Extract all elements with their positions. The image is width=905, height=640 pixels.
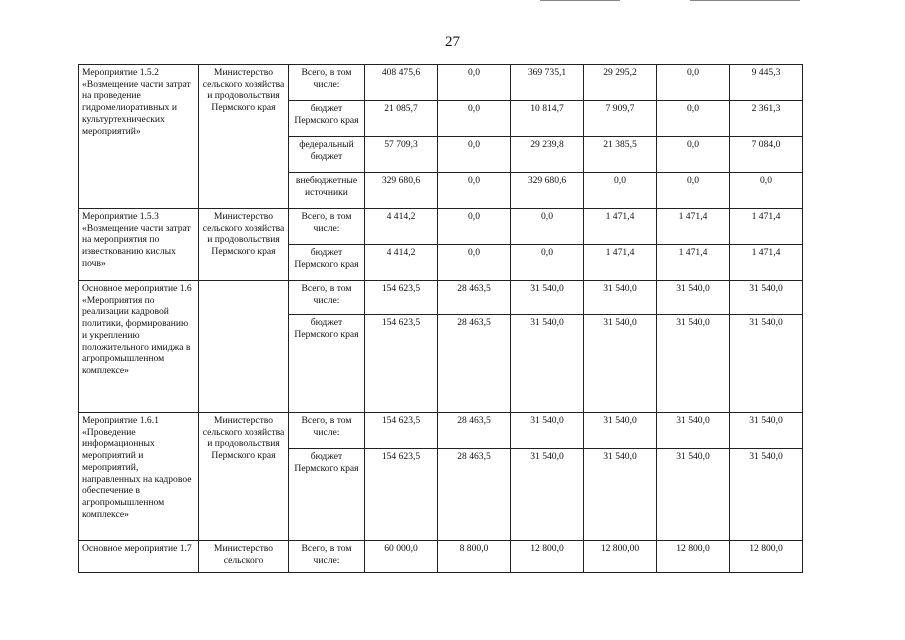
value-cell: 1 471,4 — [730, 209, 803, 245]
page-top-rule-left — [540, 0, 620, 1]
value-cell: 31 540,0 — [584, 281, 657, 315]
funding-source-cell: бюджет Пермского края — [289, 245, 365, 281]
value-cell: 31 540,0 — [657, 413, 730, 449]
value-cell: 408 475,6 — [365, 65, 438, 101]
value-cell: 28 463,5 — [438, 315, 511, 413]
value-cell: 21 085,7 — [365, 101, 438, 137]
value-cell: 31 540,0 — [730, 315, 803, 413]
value-cell: 10 814,7 — [511, 101, 584, 137]
value-cell: 29 295,2 — [584, 65, 657, 101]
measure-name-cell: Мероприятие 1.6.1 «Проведение информационных мероприятий и мероприятий, направленных на кадровое обеспечение в агропромышленном комплексе» — [79, 413, 199, 541]
value-cell: 31 540,0 — [511, 315, 584, 413]
value-cell: 28 463,5 — [438, 413, 511, 449]
value-cell: 0,0 — [511, 245, 584, 281]
value-cell: 154 623,5 — [365, 413, 438, 449]
value-cell: 12 800,0 — [730, 541, 803, 573]
value-cell: 31 540,0 — [657, 449, 730, 541]
page-top-rule-right — [690, 0, 800, 1]
value-cell: 31 540,0 — [657, 281, 730, 315]
value-cell: 31 540,0 — [584, 413, 657, 449]
value-cell: 0,0 — [438, 245, 511, 281]
measure-name-cell: Основное мероприятие 1.7 — [79, 541, 199, 573]
funding-source-cell: Всего, в том числе: — [289, 209, 365, 245]
value-cell: 1 471,4 — [657, 209, 730, 245]
funding-source-cell: бюджет Пермского края — [289, 449, 365, 541]
value-cell: 1 471,4 — [730, 245, 803, 281]
executor-cell: Министерство сельского хозяйства и продовольствия Пермского края — [199, 65, 289, 209]
value-cell: 0,0 — [511, 209, 584, 245]
table-row — [79, 209, 803, 245]
executor-cell: Министерство сельского хозяйства и продовольствия Пермского края — [199, 209, 289, 281]
value-cell: 57 709,3 — [365, 137, 438, 173]
funding-source-cell: Всего, в том числе: — [289, 541, 365, 573]
value-cell: 31 540,0 — [511, 449, 584, 541]
funding-source-cell: Всего, в том числе: — [289, 413, 365, 449]
budget-table-body — [79, 65, 803, 573]
value-cell: 154 623,5 — [365, 315, 438, 413]
value-cell: 28 463,5 — [438, 449, 511, 541]
value-cell: 329 680,6 — [365, 173, 438, 209]
value-cell: 12 800,00 — [584, 541, 657, 573]
funding-source-cell: внебюджетные источники — [289, 173, 365, 209]
value-cell: 0,0 — [438, 65, 511, 101]
value-cell: 31 540,0 — [511, 281, 584, 315]
value-cell: 31 540,0 — [584, 449, 657, 541]
value-cell: 4 414,2 — [365, 209, 438, 245]
value-cell: 0,0 — [657, 65, 730, 101]
value-cell: 28 463,5 — [438, 281, 511, 315]
value-cell: 0,0 — [657, 101, 730, 137]
funding-source-cell: Всего, в том числе: — [289, 65, 365, 101]
value-cell: 0,0 — [438, 101, 511, 137]
value-cell: 0,0 — [657, 137, 730, 173]
table-row — [79, 413, 803, 449]
value-cell: 0,0 — [438, 209, 511, 245]
value-cell: 12 800,0 — [511, 541, 584, 573]
value-cell: 9 445,3 — [730, 65, 803, 101]
table-row — [79, 65, 803, 101]
funding-source-cell: федеральный бюджет — [289, 137, 365, 173]
value-cell: 4 414,2 — [365, 245, 438, 281]
page-number: 27 — [445, 34, 460, 50]
value-cell: 1 471,4 — [584, 245, 657, 281]
value-cell: 1 471,4 — [584, 209, 657, 245]
value-cell: 7 084,0 — [730, 137, 803, 173]
value-cell: 0,0 — [730, 173, 803, 209]
value-cell: 12 800,0 — [657, 541, 730, 573]
value-cell: 31 540,0 — [730, 449, 803, 541]
value-cell: 154 623,5 — [365, 281, 438, 315]
executor-cell: Министерство сельского — [199, 541, 289, 573]
measure-name-cell: Мероприятие 1.5.3 «Возмещение части затрат на мероприятия по известкованию кислых почв» — [79, 209, 199, 281]
value-cell: 31 540,0 — [511, 413, 584, 449]
measure-name-cell: Основное мероприятие 1.6 «Мероприятия по реализации кадровой политики, формированию и укреплению положительного имиджа в агропромышленном комплексе» — [79, 281, 199, 413]
executor-cell — [199, 281, 289, 413]
value-cell: 2 361,3 — [730, 101, 803, 137]
value-cell: 21 385,5 — [584, 137, 657, 173]
value-cell: 31 540,0 — [730, 413, 803, 449]
value-cell: 60 000,0 — [365, 541, 438, 573]
measure-name-cell: Мероприятие 1.5.2 «Возмещение части затрат на проведение гидромелиоративных и культуртехнических мероприятий» — [79, 65, 199, 209]
value-cell: 31 540,0 — [657, 315, 730, 413]
value-cell: 0,0 — [438, 137, 511, 173]
value-cell: 31 540,0 — [730, 281, 803, 315]
value-cell: 329 680,6 — [511, 173, 584, 209]
value-cell: 369 735,1 — [511, 65, 584, 101]
value-cell: 154 623,5 — [365, 449, 438, 541]
value-cell: 0,0 — [657, 173, 730, 209]
funding-source-cell: бюджет Пермского края — [289, 315, 365, 413]
value-cell: 0,0 — [438, 173, 511, 209]
value-cell: 31 540,0 — [584, 315, 657, 413]
budget-table — [78, 64, 803, 573]
funding-source-cell: Всего, в том числе: — [289, 281, 365, 315]
table-row — [79, 541, 803, 573]
funding-source-cell: бюджет Пермского края — [289, 101, 365, 137]
value-cell: 29 239,8 — [511, 137, 584, 173]
table-row — [79, 281, 803, 315]
value-cell: 8 800,0 — [438, 541, 511, 573]
value-cell: 1 471,4 — [657, 245, 730, 281]
value-cell: 0,0 — [584, 173, 657, 209]
executor-cell: Министерство сельского хозяйства и продовольствия Пермского края — [199, 413, 289, 541]
value-cell: 7 909,7 — [584, 101, 657, 137]
